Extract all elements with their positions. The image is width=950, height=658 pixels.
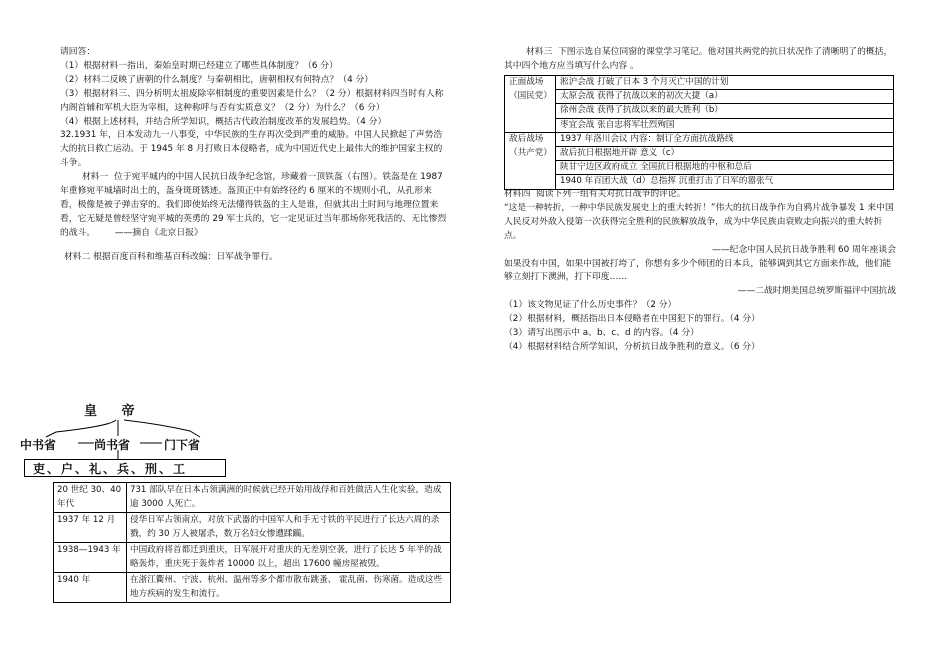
kmt-item: 淞沪会战 打破了日本 3 个月灭亡中国的计划 (556, 76, 894, 90)
cpc-item: 敌后抗日根据地开辟 意义（c） (556, 147, 894, 161)
right-column-lower (504, 188, 896, 355)
sub-question-4: （4）根据材料结合所学知识，分析抗日战争胜利的意义。（6 分） (504, 341, 760, 352)
year-cell: 1937 年 12 月 (54, 513, 127, 543)
crime-cell: 中国政府将首都迁到重庆，日军展开对重庆的无差别空袭，进行了长达 5 年半的战略轰炸，重庆死于轰炸者 10000 以上，超出 17600 幢房屋被毁。 (127, 543, 451, 573)
table-row (505, 175, 894, 189)
table-row (505, 118, 894, 132)
question-1: （1）根据材料一指出，秦始皇时期已经建立了哪些具体制度？（6 分） (60, 60, 338, 71)
year-cell: 1938—1943 年 (54, 543, 127, 573)
kmt-item: 太原会战 获得了抗战以来的初次大捷（a） (556, 90, 894, 104)
sub-question-1: （1）该文物见证了什么历史事件？（2 分） (504, 300, 677, 311)
material-3-intro: 材料三 下图示选自某位同窗的课堂学习笔记。他对国共两党的抗日状况作了清晰明了的概括，其中四个地方应当填写什么内容 。 (504, 47, 893, 71)
shangshu-node: 尚书省 (94, 438, 131, 452)
material-2: 材料二 根据百度百科和维基百科改编：日军战争罪行。 (64, 251, 278, 262)
table-row (505, 161, 894, 175)
war-crimes-table (53, 482, 451, 603)
cpc-item: 陕甘宁边区政府成立 全国抗日根据地的中枢和总后 (556, 161, 894, 175)
cpc-front-label: 敌后战场（共产党） (505, 132, 556, 189)
cpc-item: 1940 年百团大战（d）总指挥 沉重打击了日军的嚣张气 (556, 175, 894, 189)
crime-cell: 731 部队早在日本占领满洲的时候就已经开始用战俘和百姓做活人生化实验，造成逾 3000 人死亡。 (127, 483, 451, 513)
year-cell: 20 世纪 30、40 年代 (54, 483, 127, 513)
quote-1: “这是一种转折，一种中华民族发展史上的重大转折！”伟大的抗日战争作为自鸦片战争暴发 1 来中国人民反对外敌入侵第一次获得完全胜利的民族解放战争，成为中华民族由衰败走向振兴的重大转折点。 (504, 202, 894, 241)
left-column (60, 46, 448, 265)
crime-cell: 在浙江衢州、宁波、杭州、温州等多个都市散布跳蚤、 霍乱菌、伤寒菌。造成这些地方疾病的发生和流行。 (127, 573, 451, 603)
table-row (505, 132, 894, 146)
year-cell: 1940 年 (54, 573, 127, 603)
material-1: 材料一 位于宛平城内的中国人民抗日战争纪念馆，珍藏着一顶铁盔（右图）。铁盔是在 1987 年重修宛平城墙时出土的，盔身斑斑锈迹。盔顶正中有始终径约 6 厘米的不规则小孔，从孔形来看，极像是被子弹击穿的。我们即使始终无法懂得铁盔的主人是谁，但就其出土时间与地理位置来看，它无疑是曾经坚守宛平城的英勇的 29 军士兵的，它一定见证过当年那场你死我活的、无比惨烈的战斗。 ——摘自《北京日报》 (60, 172, 447, 238)
battle-notes-table (504, 75, 894, 190)
menxia-node: 门下省 (164, 438, 201, 452)
table-row (505, 90, 894, 104)
kmt-item: 徐州会战 获得了抗战以来的最大胜利（b） (556, 104, 894, 118)
question-2: （2）材料二反映了唐朝的什么制度？与秦朝相比，唐朝相权有何特点？（4 分） (60, 74, 374, 85)
kmt-front-label: 正面战场（国民党） (505, 76, 556, 133)
question-4: （4）根据上述材料，并结合所学知识，概括古代政治制度改革的发展趋势。（4 分） (60, 116, 387, 127)
table-row (54, 513, 451, 543)
sub-question-2: （2）根据材料，概括指出日本侵略者在中国犯下的罪行。（4 分） (504, 314, 760, 325)
tang-government-diagram (20, 398, 232, 482)
six-ministries-box: 吏、户、礼、兵、刑、工 (24, 459, 226, 477)
table-row (54, 483, 451, 513)
table-row (505, 76, 894, 90)
question-32-intro: 32.1931 年，日本发动九一八事变，中华民族的生存再次受到严重的威胁。中国人民掀起了声势浩大的抗日救亡运动。于 1945 年 8 月打败日本侵略者，成为中国近代史上最伟大的维护国家主权的斗争。 (60, 130, 443, 169)
emperor-node: 皇 帝 (84, 404, 145, 419)
quote-2: 如果没有中国，如果中国被打垮了，你想有多少个师团的日本兵，能够调到其它方面来作战，他们能够立刻打下澳洲，打下印度…… (504, 258, 892, 283)
right-column (504, 46, 896, 74)
table-row (505, 104, 894, 118)
material-4-title: 材料四 阅读下列一组有关对抗日战争的评论。 (504, 189, 686, 199)
cpc-item: 1937 年洛川会议 内容：制订全方面抗战路线 (556, 132, 894, 146)
table-row (54, 543, 451, 573)
answer-prompt: 请回答： (60, 47, 96, 57)
quote-1-source: ——纪念中国人民抗日战争胜利 60 周年座谈会 (712, 244, 896, 255)
table-row (505, 147, 894, 161)
quote-2-source: ——二战时期美国总统罗斯福评中国抗战 (737, 286, 896, 297)
sub-question-3: （3）请写出图示中 a、b、c、d 的内容。（4 分） (504, 328, 699, 339)
crime-cell: 侵华日军占领南京，对放下武器的中国军人和手无寸铁的平民进行了长达六周的杀戮，约 30 万人被屠杀，数万名妇女惨遭蹂躏。 (127, 513, 451, 543)
zhongshu-node: 中书省 (20, 438, 57, 452)
question-3: （3）根据材料三、四分析明太祖废除宰相制度的重要因素是什么？（2 分）根据材料四当时有人称内阁首辅和军机大臣为宰相，这种称呼与否有实质意义？（2 分）为什么？（6 分） (60, 88, 444, 113)
kmt-item: 枣宜会战 张自忠将军壮烈殉国 (556, 118, 894, 132)
table-row (54, 573, 451, 603)
